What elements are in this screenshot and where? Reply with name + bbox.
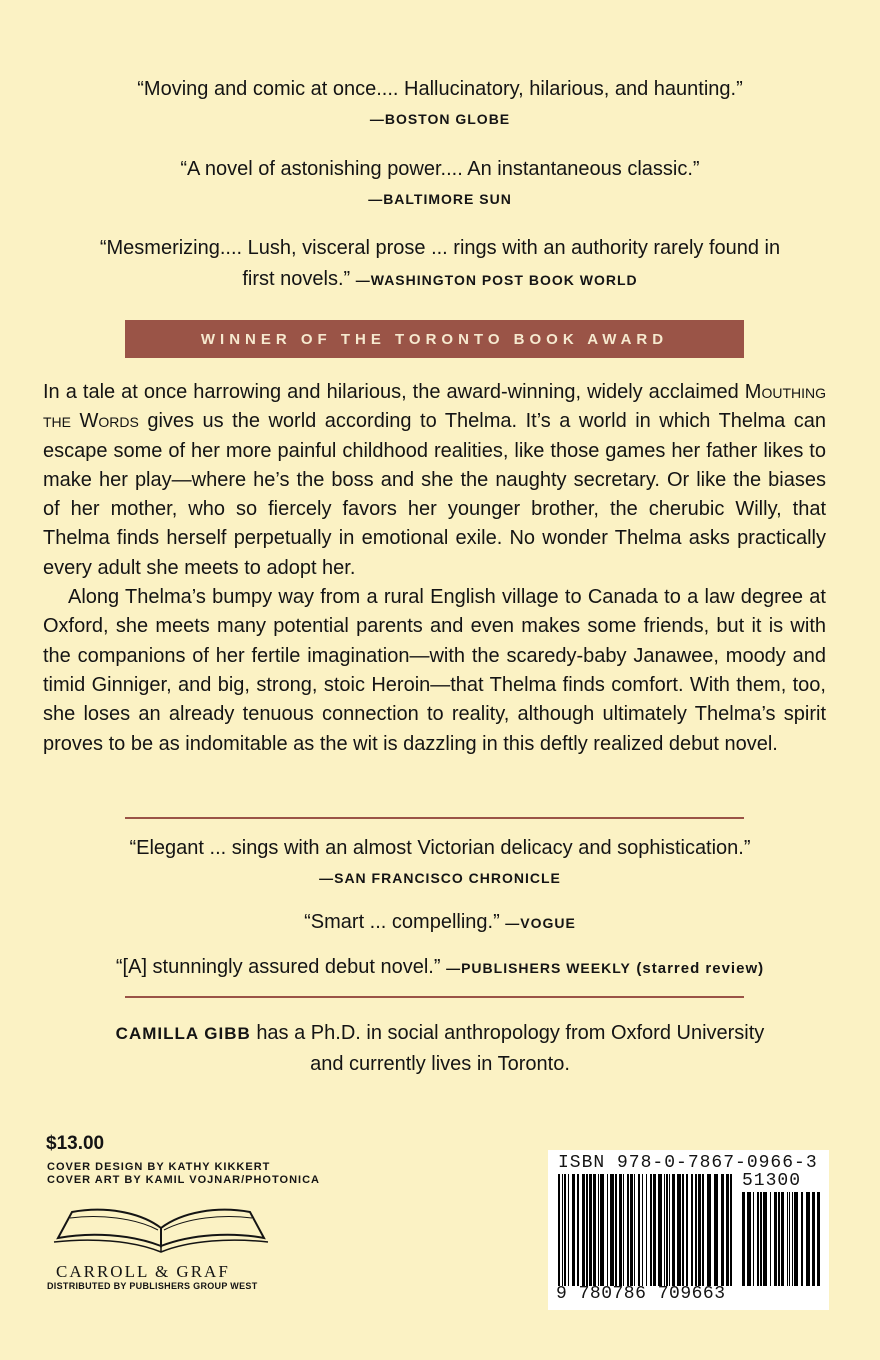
- barcode-bar: [615, 1174, 617, 1286]
- award-banner: WINNER OF THE TORONTO BOOK AWARD: [125, 320, 744, 358]
- barcode-bar: [666, 1174, 668, 1286]
- barcode-bar: [794, 1192, 798, 1286]
- barcode-bar: [568, 1174, 569, 1286]
- description-paragraph-1: [43, 378, 826, 583]
- barcode-bar: [586, 1174, 588, 1286]
- barcode-bar: [721, 1174, 724, 1286]
- quote-source-publishers-weekly: —PUBLISHERS WEEKLY: [446, 960, 631, 976]
- barcode-bar: [760, 1192, 762, 1286]
- barcode-bar: [753, 1192, 754, 1286]
- barcode-bar: [757, 1192, 759, 1286]
- quote-publishers-weekly-line: [40, 952, 840, 984]
- description-p1-rest: gives us the world according to Thelma. It’s a world in which Thelma can escape some of her more painful childhood realities, like those games her father likes to make her play—where he’s the boss and she the naughty secretary. Or like the biases of her mother, who so fiercely favors her younger brother, the cherubic Willy, that Thelma finds herself perpetually in emotional exile. No wonder Thelma asks practically every adult she meets to adopt her.: [43, 410, 827, 579]
- cover-art-credit: COVER ART BY KAMIL VOJNAR/PHOTONICA: [47, 1174, 320, 1186]
- barcode-bar: [672, 1174, 675, 1286]
- barcode-bar: [806, 1192, 810, 1286]
- barcode-bar: [562, 1174, 563, 1286]
- distributor: DISTRIBUTED BY PUBLISHERS GROUP WEST: [47, 1281, 258, 1291]
- barcode-bar: [774, 1192, 777, 1286]
- barcode-bar: [610, 1174, 614, 1286]
- barcode-bar: [619, 1174, 622, 1286]
- barcode-bar: [682, 1174, 684, 1286]
- open-book-icon: [50, 1198, 272, 1258]
- barcode-bar: [763, 1192, 767, 1286]
- barcode-bar: [582, 1174, 585, 1286]
- barcode-bar: [658, 1174, 662, 1286]
- author-bio-line2: and currently lives in Toronto.: [310, 1053, 570, 1075]
- barcode-bar: [653, 1174, 656, 1286]
- barcode-bar: [572, 1174, 575, 1286]
- barcode-bar: [607, 1174, 608, 1286]
- barcode-bar: [691, 1174, 693, 1286]
- quote-washington-post-line2: [40, 264, 840, 295]
- barcode-bar: [714, 1174, 718, 1286]
- price-code: 51300: [742, 1171, 802, 1191]
- description-paragraph-2: Along Thelma’s bumpy way from a rural English village to Canada to a law degree at Oxford, she meets many potential parents and even makes some friends, but it is with the companions of her fertile imagination—with the scaredy-baby Janawee, moody and timid Ginniger, and big, strong, stoic Heroin—that Thelma finds comfort. With them, too, she loses an already tenuous connection to reality, although ultimately Thelma’s spirit proves to be as indomitable as the wit is dazzling in this deftly realized debut novel.: [43, 586, 826, 755]
- barcode-bar: [812, 1192, 815, 1286]
- quote-baltimore-sun: “A novel of astonishing power.... An instantaneous classic.”: [180, 158, 700, 180]
- isbn-text: ISBN 978-0-7867-0966-3: [558, 1153, 818, 1173]
- quote-vogue: “Smart ... compelling.”: [304, 911, 500, 933]
- barcode-bar: [787, 1192, 788, 1286]
- barcode-bar: [630, 1174, 633, 1286]
- barcode-bar: [634, 1174, 635, 1286]
- quote-source-baltimore-sun: —BALTIMORE SUN: [368, 191, 512, 207]
- quote-source-vogue: —VOGUE: [505, 915, 576, 931]
- publisher-name: CARROLL & GRAF: [56, 1262, 230, 1281]
- barcode-bar: [686, 1174, 688, 1286]
- quote-washington-post-text: first novels.”: [242, 268, 351, 290]
- barcode-bar: [781, 1192, 784, 1286]
- barcode-bar: [638, 1174, 640, 1286]
- quote-washington-post-line1: “Mesmerizing.... Lush, visceral prose ... rings with an authority rarely found in: [99, 237, 781, 259]
- author-bio-text1: has a Ph.D. in social anthropology from Oxford University: [256, 1022, 765, 1044]
- cover-design-credit: COVER DESIGN BY KATHY KIKKERT: [47, 1161, 271, 1173]
- barcode-bar: [789, 1192, 790, 1286]
- divider-bottom: [125, 996, 744, 998]
- quote-source-sf-chronicle: —SAN FRANCISCO CHRONICLE: [319, 870, 561, 886]
- price: $13.00: [46, 1133, 105, 1154]
- description-p1-start: In a tale at once harrowing and hilarious, the award-winning, widely acclaimed: [43, 381, 739, 403]
- barcode-bar: [817, 1192, 820, 1286]
- barcode-bar: [664, 1174, 665, 1286]
- quote-sf-chronicle: “Elegant ... sings with an almost Victorian delicacy and sophistication.”: [129, 837, 751, 859]
- quote-boston-globe: “Moving and comic at once.... Hallucinatory, hilarious, and haunting.”: [137, 78, 743, 100]
- barcode-bar: [707, 1174, 711, 1286]
- barcode-bar: [695, 1174, 697, 1286]
- quote-source-washington-post: —WASHINGTON POST BOOK WORLD: [355, 272, 638, 288]
- author-bio: [40, 1018, 840, 1080]
- barcode-bar: [589, 1174, 592, 1286]
- barcode-bar: [646, 1174, 647, 1286]
- author-name: CAMILLA GIBB: [115, 1024, 251, 1043]
- barcode-bar: [677, 1174, 681, 1286]
- barcode-bar: [600, 1174, 604, 1286]
- divider-top: [125, 817, 744, 819]
- barcode-bar: [702, 1174, 704, 1286]
- barcode-bar: [747, 1192, 751, 1286]
- barcode-bar: [742, 1192, 745, 1286]
- barcode: [548, 1150, 829, 1310]
- barcode-bar: [669, 1174, 670, 1286]
- ean-barcode-bars: [558, 1174, 734, 1286]
- author-bio-line1: [40, 1018, 840, 1049]
- barcode-bar: [642, 1174, 643, 1286]
- book-title: Mouthing the Words: [43, 381, 826, 433]
- barcode-bar: [770, 1192, 771, 1286]
- barcode-bar: [778, 1192, 780, 1286]
- barcode-bar: [593, 1174, 596, 1286]
- barcode-bar: [598, 1174, 599, 1286]
- barcode-bar: [627, 1174, 629, 1286]
- barcode-bar: [623, 1174, 624, 1286]
- quote-vogue-line: [40, 907, 840, 938]
- barcode-bar: [730, 1174, 732, 1286]
- barcode-bar: [801, 1192, 803, 1286]
- barcode-bar: [577, 1174, 579, 1286]
- quote-source-boston-globe: —BOSTON GLOBE: [369, 111, 511, 127]
- barcode-bar: [698, 1174, 701, 1286]
- barcode-bar: [564, 1174, 566, 1286]
- barcode-digits: 9 780786 709663: [556, 1284, 726, 1304]
- barcode-bar: [650, 1174, 652, 1286]
- book-description: [43, 378, 826, 759]
- barcode-bar: [726, 1174, 729, 1286]
- quote-note-starred: (starred review): [636, 960, 765, 977]
- quote-publishers-weekly: “[A] stunningly assured debut novel.”: [115, 956, 441, 978]
- addon-barcode-bars: [742, 1192, 824, 1286]
- barcode-bar: [558, 1174, 560, 1286]
- barcode-bar: [792, 1192, 793, 1286]
